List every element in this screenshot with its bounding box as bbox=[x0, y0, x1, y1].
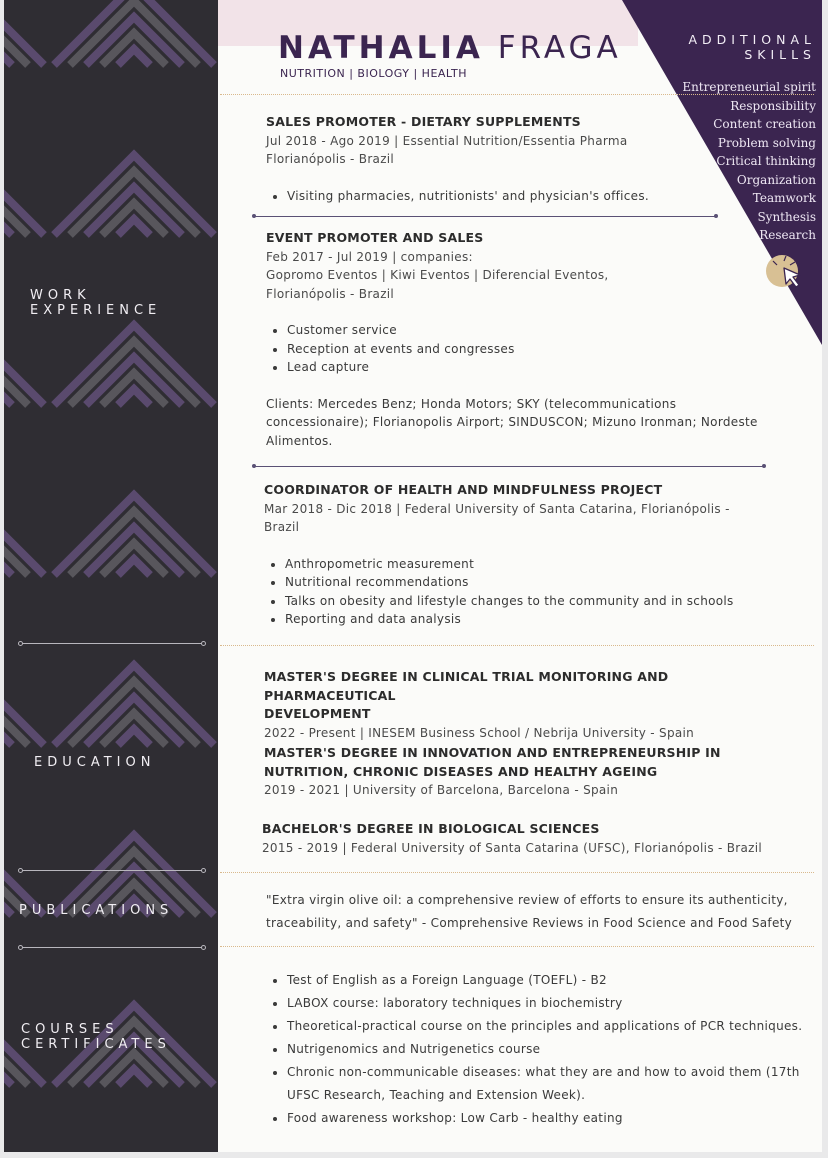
job-title: EVENT PROMOTER AND SALES bbox=[266, 230, 484, 245]
list-item: • Visiting pharmacies, nutritionists' and physician's offices. bbox=[287, 187, 706, 206]
courses-list bbox=[266, 969, 806, 1130]
skill-item: Teamwork bbox=[752, 191, 816, 205]
section-divider bbox=[220, 946, 814, 947]
list-item: • Nutrigenomics and Nutrigenetics course bbox=[287, 1038, 806, 1061]
skill-item: Responsibility bbox=[730, 98, 816, 113]
list-item bbox=[287, 1061, 806, 1107]
job-details: Feb 2017 - Jul 2019 | companies: bbox=[266, 249, 473, 264]
skill-item: Entrepreneurial spirit bbox=[682, 80, 816, 94]
list-item: • Talks on obesity and lifestyle changes to the community and in schools bbox=[285, 592, 784, 611]
chevron-stroke bbox=[118, 389, 150, 405]
education-entry bbox=[262, 820, 802, 857]
job-bullets bbox=[264, 555, 784, 629]
section-label-publications-text: PUBLICATIONS bbox=[19, 903, 174, 918]
degree-details: 2019 - 2021 | University of Barcelona, Barcelona - Spain bbox=[264, 783, 619, 797]
job-location: Brazil bbox=[264, 520, 300, 534]
list-item: • Lead capture bbox=[287, 358, 766, 377]
list-item: • Food awareness workshop: Low Carb - healthy eating bbox=[287, 1107, 806, 1130]
tagline: NUTRITION | BIOLOGY | HEALTH bbox=[280, 67, 468, 80]
course-text: Chronic non-communicable diseases: what they are and how to avoid them (17th bbox=[287, 1065, 800, 1079]
section-label-courses-line2: CERTIFICATES bbox=[21, 1037, 171, 1052]
skills-title bbox=[688, 32, 816, 62]
publication-line: traceability, and safety" - Comprehensive Reviews in Food Science and Food Safety bbox=[266, 916, 793, 930]
job-title: COORDINATOR OF HEALTH AND MINDFULNESS PROJECT bbox=[264, 482, 663, 497]
courses bbox=[266, 969, 806, 1130]
job-bullets bbox=[266, 187, 706, 206]
degree-title: NUTRITION, CHRONIC DISEASES AND HEALTHY AGEING bbox=[264, 763, 658, 779]
job-bullets bbox=[266, 321, 766, 377]
candidate-name bbox=[278, 30, 622, 66]
list-item: • Reception at events and congresses bbox=[287, 340, 766, 359]
skill-item: Critical thinking bbox=[716, 154, 816, 168]
degree-title: MASTER'S DEGREE IN INNOVATION AND ENTREPRENEURSHIP IN bbox=[264, 745, 721, 760]
entry-divider bbox=[254, 216, 716, 217]
skill-item: Synthesis bbox=[757, 209, 816, 224]
list-item: • Customer service bbox=[287, 321, 766, 340]
publication bbox=[266, 889, 806, 935]
publication-line: "Extra virgin olive oil: a comprehensive review of efforts to ensure its authenticity, bbox=[266, 893, 788, 907]
section-label-education-text: EDUCATION bbox=[34, 755, 156, 770]
job-details: Jul 2018 - Ago 2019 | Essential Nutrition/Essentia Pharma bbox=[266, 133, 628, 148]
resume-page bbox=[4, 0, 822, 1152]
list-item: • Theoretical-practical course on the principles and applications of PCR techniques. bbox=[287, 1015, 806, 1038]
section-label-courses bbox=[21, 1022, 218, 1052]
degree-title: MASTER'S DEGREE IN CLINICAL TRIAL MONITORING AND PHARMACEUTICAL bbox=[264, 669, 669, 703]
skill-item: Research bbox=[759, 228, 816, 242]
job-location: Florianópolis - Brazil bbox=[266, 286, 395, 301]
degree-title: DEVELOPMENT bbox=[264, 706, 371, 721]
list-item: • Test of English as a Foreign Language (TOEFL) - B2 bbox=[287, 969, 806, 992]
section-label-publications bbox=[19, 903, 218, 918]
section-divider bbox=[220, 645, 814, 646]
degree-details: 2015 - 2019 | Federal University of Santa Catarina (UFSC), Florianópolis - Brazil bbox=[262, 840, 763, 855]
degree-title: BACHELOR'S DEGREE IN BIOLOGICAL SCIENCES bbox=[262, 821, 600, 836]
chevron-stroke bbox=[118, 729, 150, 745]
skills-title-line2: SKILLS bbox=[744, 47, 816, 62]
job-title: SALES PROMOTER - DIETARY SUPPLEMENTS bbox=[266, 114, 581, 129]
section-label-education bbox=[34, 755, 218, 770]
job-companies: Gopromo Eventos | Kiwi Eventos | Diferencial Eventos, bbox=[266, 268, 609, 282]
last-name: FRAGA bbox=[497, 30, 622, 66]
section-divider bbox=[220, 94, 814, 95]
clients-line: Alimentos. bbox=[266, 433, 333, 448]
sidebar-divider bbox=[20, 947, 204, 948]
chevron-stroke bbox=[4, 665, 44, 745]
section-divider bbox=[220, 872, 814, 873]
chevron-stroke bbox=[4, 495, 44, 575]
list-item: • Reporting and data analysis bbox=[285, 610, 784, 629]
list-item: • Nutritional recommendations bbox=[285, 573, 784, 592]
clients-line: concessionaire); Florianopolis Airport; SINDUSCON; Mizuno Ironman; Nordeste bbox=[266, 415, 758, 429]
sidebar-divider bbox=[20, 643, 204, 644]
section-label-work-line2: EXPERIENCE bbox=[30, 303, 162, 318]
clients-line: Clients: Mercedes Benz; Honda Motors; SKY (telecommunications bbox=[266, 396, 677, 411]
section-label-work-line1: WORK bbox=[30, 288, 91, 303]
first-name: NATHALIA bbox=[278, 30, 484, 66]
work-entry bbox=[266, 113, 706, 205]
list-item: • Anthropometric measurement bbox=[285, 555, 784, 574]
education-entry bbox=[264, 744, 794, 800]
skill-item: Organization bbox=[736, 172, 816, 187]
sidebar-divider bbox=[20, 870, 204, 871]
entry-divider bbox=[254, 466, 764, 467]
chevron-stroke bbox=[118, 559, 150, 575]
skill-item: Problem solving bbox=[717, 135, 816, 150]
clients bbox=[266, 395, 766, 451]
chevron-stroke bbox=[118, 1069, 150, 1085]
degree-details: 2022 - Present | INESEM Business School / Nebrija University - Spain bbox=[264, 725, 695, 740]
job-details: Mar 2018 - Dic 2018 | Federal University of Santa Catarina, Florianópolis - bbox=[264, 501, 730, 516]
job-location: Florianópolis - Brazil bbox=[266, 152, 395, 166]
skills-title-line1: ADDITIONAL bbox=[688, 32, 816, 47]
education-entry bbox=[264, 668, 794, 742]
list-item: • LABOX course: laboratory techniques in biochemistry bbox=[287, 992, 806, 1015]
section-label-courses-line1: COURSES bbox=[21, 1022, 119, 1037]
work-entry bbox=[264, 481, 784, 629]
course-text: UFSC Research, Teaching and Extension Week). bbox=[287, 1088, 586, 1102]
skill-item: Content creation bbox=[713, 117, 816, 131]
work-entry bbox=[266, 229, 766, 450]
click-icon bbox=[764, 253, 804, 293]
